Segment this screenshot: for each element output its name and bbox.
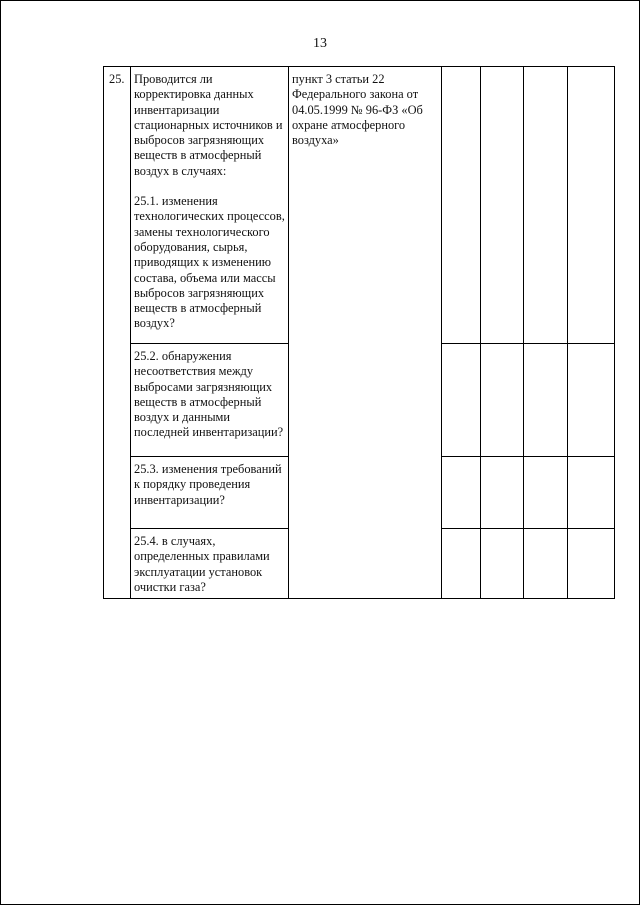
- answer-cell-no[interactable]: [481, 457, 524, 529]
- answer-cell-note[interactable]: [568, 344, 615, 457]
- question-intro: Проводится ли корректировка данных инвентаризации стационарных источников и выбросов загрязняющих веществ в атмосферный воздух в случаях:: [134, 72, 283, 178]
- answer-cell-na[interactable]: [524, 67, 568, 344]
- subitem-25-2: 25.2. обнаружения несоответствия между выбросами загрязняющих веществ в атмосферный воздух и данными последней инвентаризации?: [131, 344, 289, 457]
- answer-cell-note[interactable]: [568, 67, 615, 344]
- question-cell: [131, 67, 289, 344]
- answer-cell-yes[interactable]: [442, 344, 481, 457]
- subitem-25-4: 25.4. в случаях, определенных правилами эксплуатации установок очистки газа?: [131, 529, 289, 599]
- page-number: 13: [313, 36, 327, 51]
- subitem-25-3: 25.3. изменения требований к порядку проведения инвентаризации?: [131, 457, 289, 529]
- table-row: [104, 67, 615, 344]
- answer-cell-na[interactable]: [524, 529, 568, 599]
- answer-cell-yes[interactable]: [442, 457, 481, 529]
- answer-cell-no[interactable]: [481, 344, 524, 457]
- answer-cell-note[interactable]: [568, 457, 615, 529]
- answer-cell-yes[interactable]: [442, 529, 481, 599]
- item-number: 25.: [104, 67, 131, 599]
- answer-cell-na[interactable]: [524, 457, 568, 529]
- subitem-25-1: 25.1. изменения технологических процессов, замены технологического оборудования, сырья, приводящих к изменению состава, объема или массы выбросов загрязняющих веществ в атмосферный воздух?: [134, 194, 285, 331]
- answer-cell-no[interactable]: [481, 529, 524, 599]
- answer-cell-yes[interactable]: [442, 67, 481, 344]
- answer-cell-na[interactable]: [524, 344, 568, 457]
- answer-cell-note[interactable]: [568, 529, 615, 599]
- answer-cell-no[interactable]: [481, 67, 524, 344]
- legal-reference-cell: пункт 3 статьи 22 Федерального закона от 04.05.1999 № 96-ФЗ «Об охране атмосферного воздуха»: [289, 67, 442, 599]
- checklist-table: [103, 66, 615, 599]
